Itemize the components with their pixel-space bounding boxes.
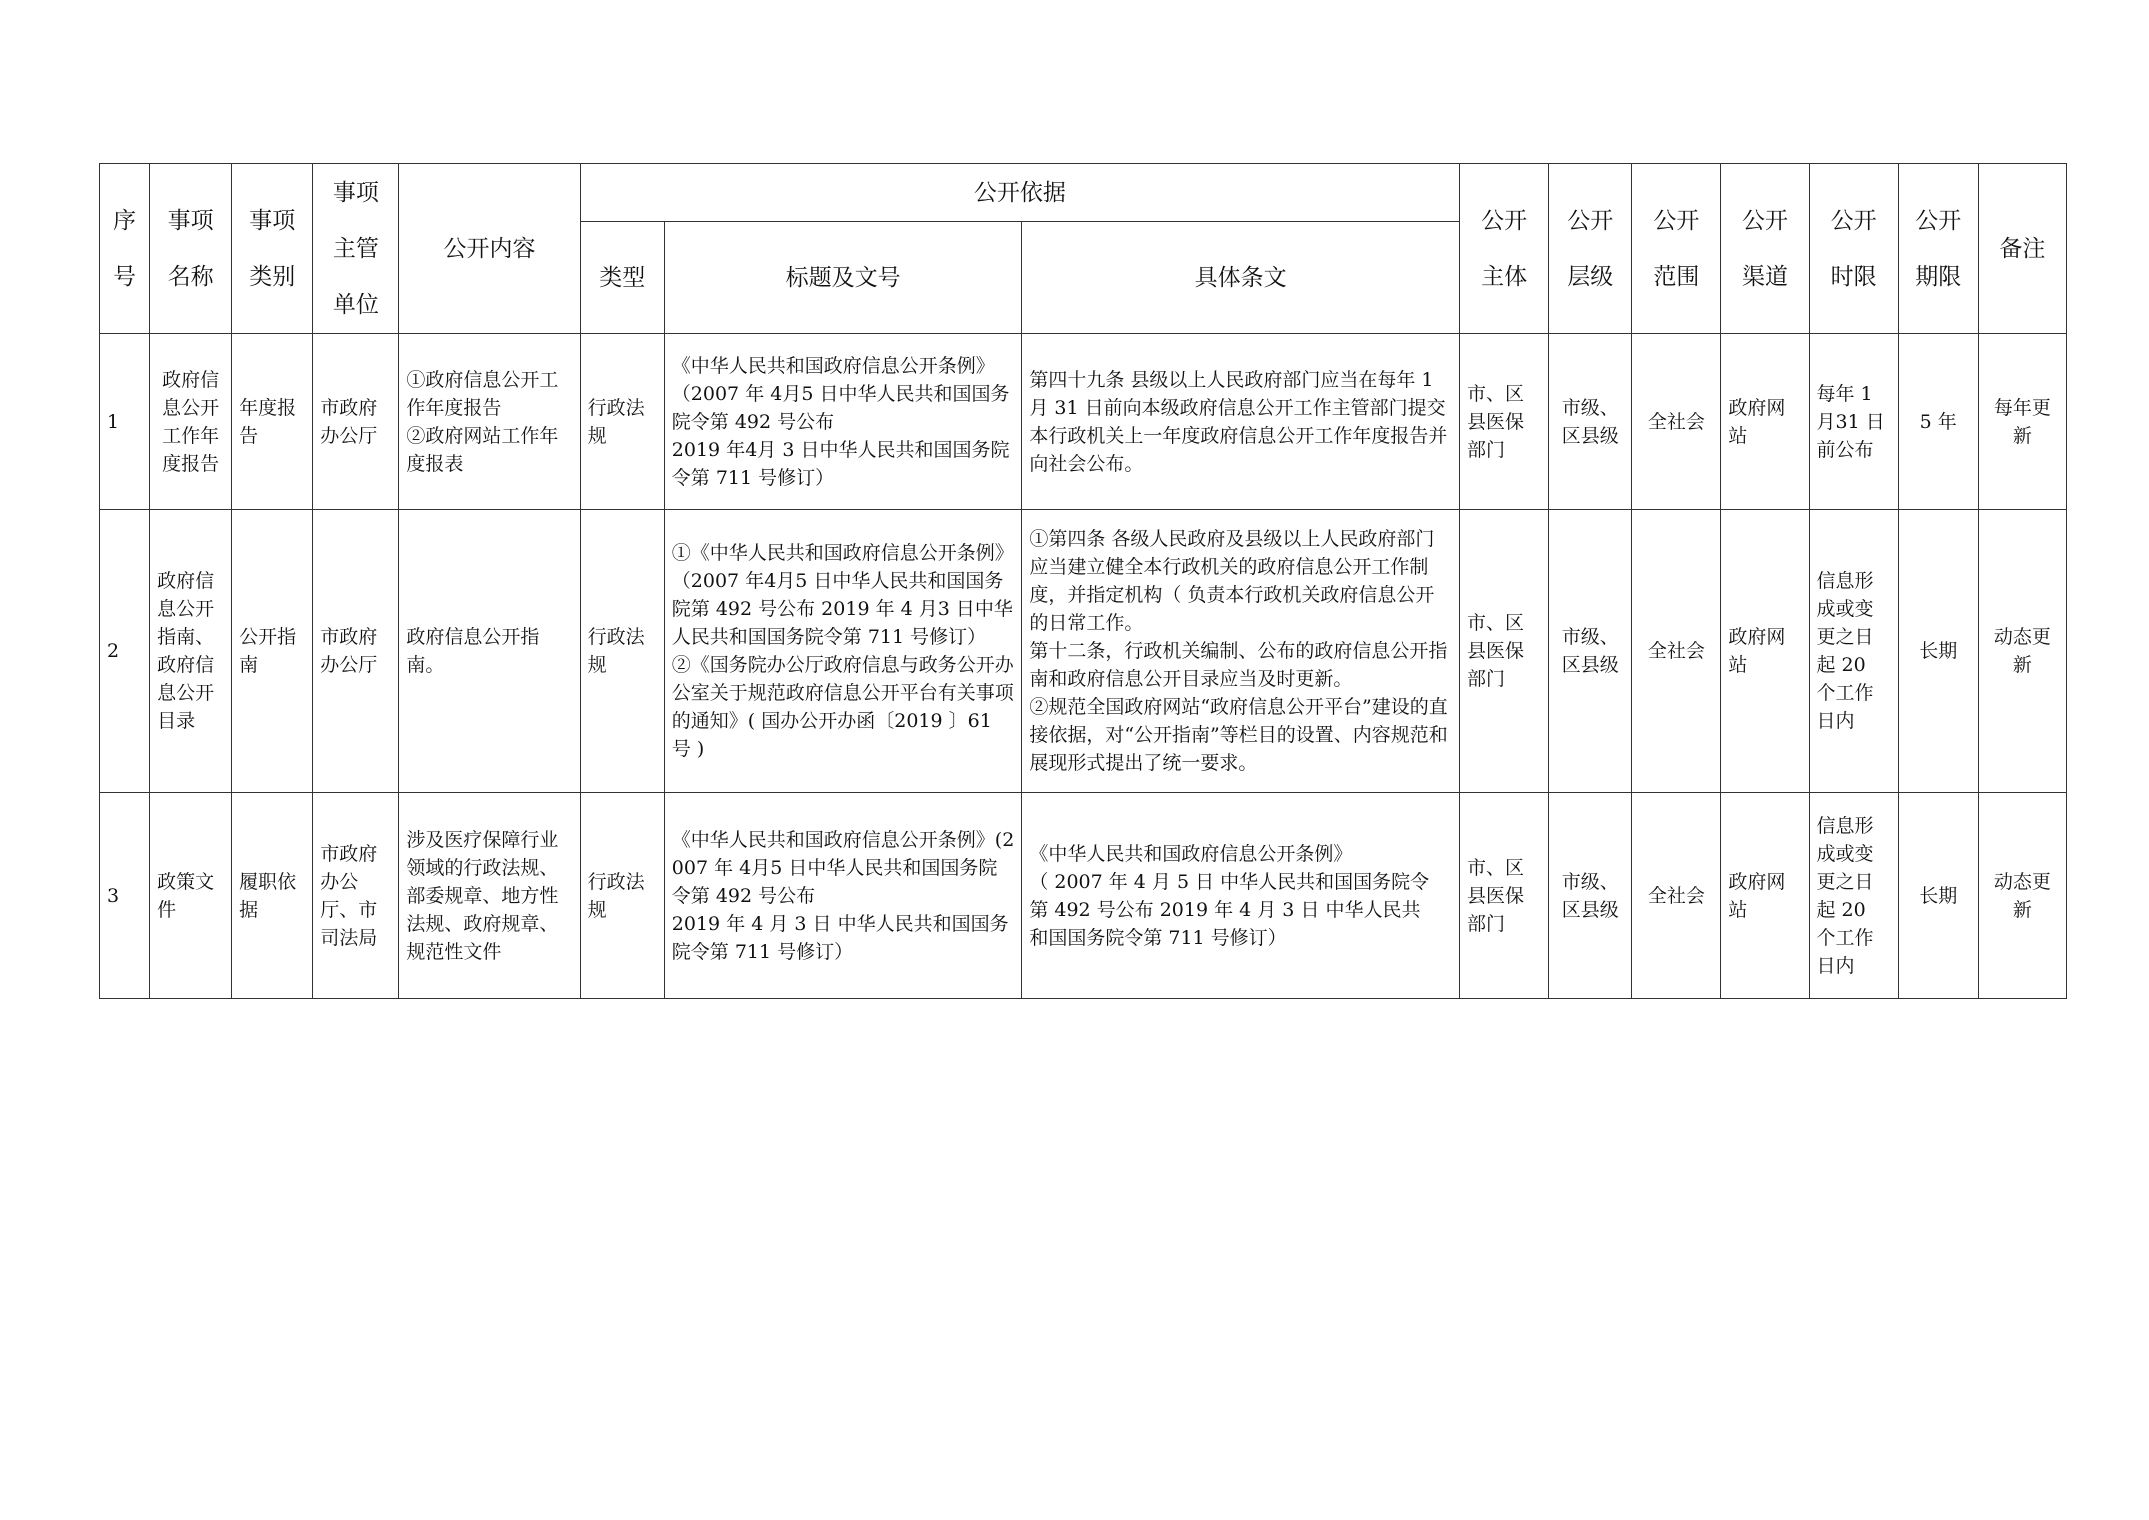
- cell-basis-type: 行政法规: [580, 510, 664, 793]
- header-label-line: 公开: [1653, 207, 1700, 234]
- header-subject: [1460, 164, 1549, 334]
- header-label-line: 层级: [1567, 263, 1614, 290]
- cell-subject: 市、区县医保部门: [1460, 793, 1549, 999]
- header-label-line: 公开: [1567, 207, 1614, 234]
- cell-basis-clause: ①第四条 各级人民政府及县级以上人民政府部门应当建立健全本行政机关的政府信息公开工作制度，并指定机构（ 负责本行政机关政府信息公开的日常工作。 第十二条，行政机关编制、公布的政府信息公开指南和政府信息公开目录应当及时更新。 ②规范全国政府网站“政府信息公开平台”建设的直接依据，对“公开指南”等栏目的设置、内容规范和展现形式提出了统一要求。: [1022, 510, 1460, 793]
- header-channel-text: [1725, 193, 1804, 305]
- header-item-name: [150, 164, 232, 334]
- cell-authority: 市政府办公厅: [313, 334, 399, 510]
- cell-item-name: 政府信息公开指南、政府信息公开目录: [150, 510, 232, 793]
- cell-subject: 市、区县医保部门: [1460, 334, 1549, 510]
- cell-authority: 市政府办公厅: [313, 510, 399, 793]
- cell-time-limit: 每年 1 月31 日前公布: [1809, 334, 1898, 510]
- header-basis-title: 标题及文号: [664, 222, 1022, 334]
- header-level: [1549, 164, 1632, 334]
- cell-item-name: 政策文件: [150, 793, 232, 999]
- cell-authority: 市政府办公厅、市司法局: [313, 793, 399, 999]
- header-label-line: 事项: [167, 207, 214, 234]
- cell-seq: 2: [100, 510, 150, 793]
- header-label-line: 序: [113, 207, 137, 234]
- cell-content: 涉及医疗保障行业领域的行政法规、部委规章、地方性法规、政府规章、规范性文件: [399, 793, 580, 999]
- cell-basis-title: 《中华人民共和国政府信息公开条例》(2007 年 4月5 日中华人民共和国国务院令第 492 号公布 2019 年 4 月 3 日 中华人民共和国国务院令第 711 号修订）: [664, 793, 1022, 999]
- header-label-line: 号: [113, 263, 137, 290]
- header-authority-text: [317, 165, 394, 333]
- cell-channel: 政府网站: [1721, 334, 1809, 510]
- cell-remark: 动态更新: [1978, 793, 2066, 999]
- header-basis: 公开依据: [580, 164, 1459, 222]
- cell-scope: 全社会: [1632, 510, 1721, 793]
- header-time-limit: [1809, 164, 1898, 334]
- header-item-type-text: [236, 193, 308, 305]
- header-period: [1898, 164, 1978, 334]
- cell-basis-title: 《中华人民共和国政府信息公开条例》（2007 年 4月5 日中华人民共和国国务院令第 492 号公布 2019 年4月 3 日中华人民共和国国务院令第 711 号修订）: [664, 334, 1022, 510]
- header-content: 公开内容: [399, 164, 580, 334]
- cell-scope: 全社会: [1632, 793, 1721, 999]
- header-label-line: 单位: [332, 291, 379, 318]
- header-label-line: 公开: [1830, 207, 1877, 234]
- header-seq: [100, 164, 150, 334]
- cell-level: 市级、区县级: [1549, 334, 1632, 510]
- header-seq-text: [104, 193, 145, 305]
- cell-seq: 1: [100, 334, 150, 510]
- cell-subject: 市、区县医保部门: [1460, 510, 1549, 793]
- cell-basis-type: 行政法规: [580, 793, 664, 999]
- cell-time-limit: 信息形成或变更之日起 20 个工作日内: [1809, 793, 1898, 999]
- header-authority: [313, 164, 399, 334]
- header-label-line: 公开: [1741, 207, 1788, 234]
- header-item-type: [232, 164, 313, 334]
- header-item-name-text: [154, 193, 227, 305]
- header-period-text: [1903, 193, 1974, 305]
- cell-item-type: 年度报告: [232, 334, 313, 510]
- header-scope: [1632, 164, 1721, 334]
- header-subject-text: [1464, 193, 1544, 305]
- cell-content: 政府信息公开指南。: [399, 510, 580, 793]
- cell-basis-clause: 第四十九条 县级以上人民政府部门应当在每年 1 月 31 日前向本级政府信息公开工作主管部门提交本行政机关上一年度政府信息公开工作年度报告并向社会公布。: [1022, 334, 1460, 510]
- table-row: [100, 510, 2067, 793]
- cell-period: 长期: [1898, 510, 1978, 793]
- header-label-line: 类别: [249, 263, 296, 290]
- header-scope-text: [1636, 193, 1716, 305]
- cell-basis-clause: 《中华人民共和国政府信息公开条例》 （ 2007 年 4 月 5 日 中华人民共和国国务院令 第 492 号公布 2019 年 4 月 3 日 中华人民共 和国国务院令第 711 号修订）: [1022, 793, 1460, 999]
- cell-level: 市级、区县级: [1549, 793, 1632, 999]
- cell-item-type: 履职依据: [232, 793, 313, 999]
- table-header: [100, 164, 2067, 334]
- cell-basis-title: ①《中华人民共和国政府信息公开条例》（2007 年4月5 日中华人民共和国国务院第 492 号公布 2019 年 4 月3 日中华人民共和国国务院令第 711 号修订） ②《国务院办公厅政府信息与政务公开办公室关于规范政府信息公开平台有关事项的通知》( 国办公开办函〔2019 〕61 号 ): [664, 510, 1022, 793]
- header-label-line: 范围: [1653, 263, 1700, 290]
- cell-remark: 每年更新: [1978, 334, 2066, 510]
- cell-seq: 3: [100, 793, 150, 999]
- header-label-line: 事项: [249, 207, 296, 234]
- header-label-line: 渠道: [1741, 263, 1788, 290]
- cell-item-name: 政府信息公开工作年度报告: [150, 334, 232, 510]
- header-basis-type: 类型: [580, 222, 664, 334]
- disclosure-table: [99, 163, 2067, 999]
- table-row: [100, 793, 2067, 999]
- header-label-line: 时限: [1830, 263, 1877, 290]
- header-remark: 备注: [1978, 164, 2066, 334]
- header-label-line: 主体: [1481, 263, 1528, 290]
- header-level-text: [1553, 193, 1627, 305]
- cell-basis-type: 行政法规: [580, 334, 664, 510]
- cell-time-limit: 信息形成或变更之日起 20 个工作日内: [1809, 510, 1898, 793]
- cell-content: ①政府信息公开工作年度报告 ②政府网站工作年度报表: [399, 334, 580, 510]
- header-label-line: 公开: [1481, 207, 1528, 234]
- header-label-line: 名称: [167, 263, 214, 290]
- header-basis-clause: 具体条文: [1022, 222, 1460, 334]
- header-channel: [1721, 164, 1809, 334]
- header-label-line: 事项: [332, 179, 379, 206]
- cell-scope: 全社会: [1632, 334, 1721, 510]
- cell-channel: 政府网站: [1721, 793, 1809, 999]
- header-label-line: 公开: [1915, 207, 1962, 234]
- cell-level: 市级、区县级: [1549, 510, 1632, 793]
- cell-channel: 政府网站: [1721, 510, 1809, 793]
- cell-item-type: 公开指南: [232, 510, 313, 793]
- header-label-line: 期限: [1915, 263, 1962, 290]
- table-body: [100, 334, 2067, 999]
- table-row: [100, 334, 2067, 510]
- cell-remark: 动态更新: [1978, 510, 2066, 793]
- cell-period: 5 年: [1898, 334, 1978, 510]
- header-time-limit-text: [1814, 193, 1894, 305]
- header-label-line: 主管: [332, 235, 379, 262]
- cell-period: 长期: [1898, 793, 1978, 999]
